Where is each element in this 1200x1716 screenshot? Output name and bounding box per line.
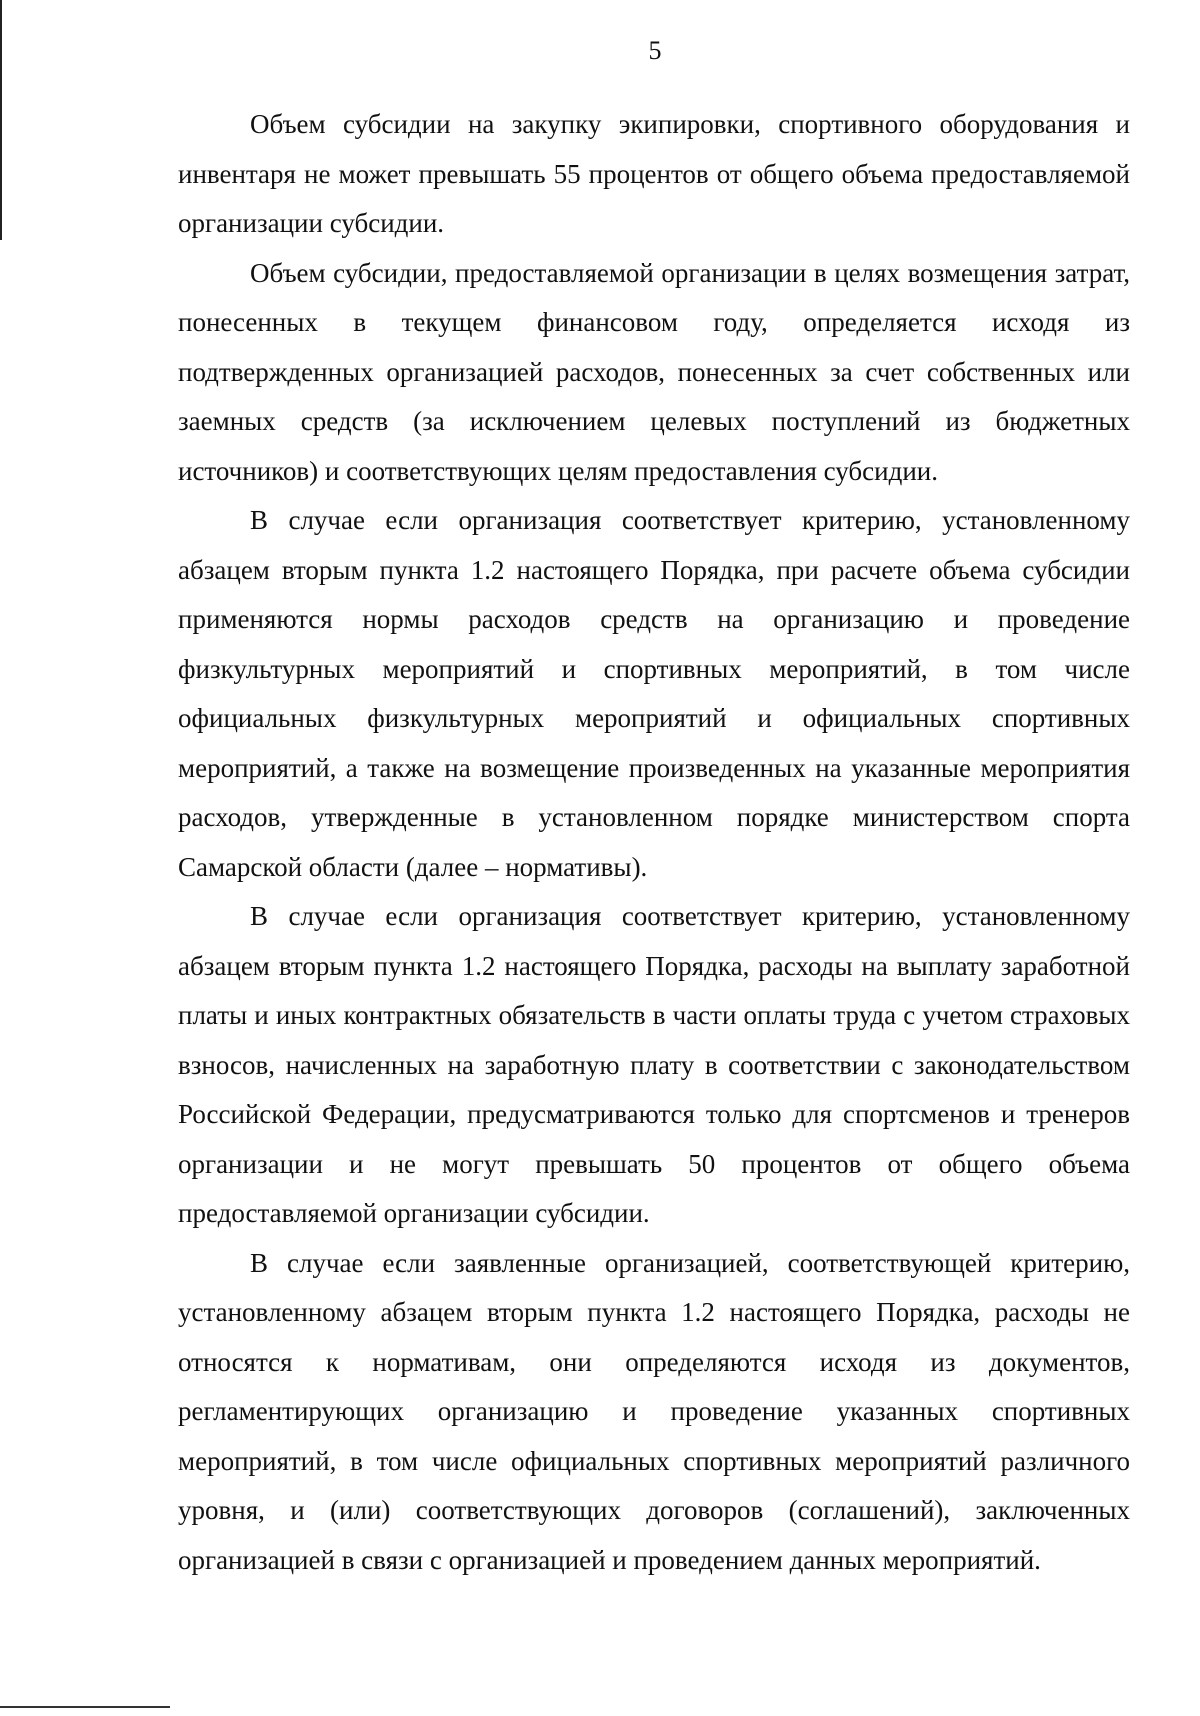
paragraph-expense-norms: В случае если организация соответствует критерию, установленному абзацем вторым пункта 1.2 настоящего Порядка, при расчете объема субсидии применяются нормы расходов средств на организацию и проведение физкультурных мероприятий и спортивных мероприятий, в том числе официальных физкультурных мероприятий и официальных спортивных мероприятий, а также на возмещение произведенных на указанные мероприятия расходов, утвержденные в установленном порядке министерством спорта Самарской области (далее – нормативы). xyxy=(178,505,1130,882)
page-number: 5 xyxy=(648,36,662,65)
paragraph-salary-limit: В случае если организация соответствует критерию, установленному абзацем вторым пункта 1.2 настоящего Порядка, расходы на выплату заработной платы и иных контрактных обязательств в части оплаты труда с учетом страховых взносов, начисленных на заработную плату в соответствии с законодательством Российской Федерации, предусматриваются только для спортсменов и тренеров организации и не могут превышать 50 процентов от общего объема предоставляемой организации субсидии. xyxy=(178,901,1130,1228)
document-body xyxy=(178,100,1130,1585)
paragraph-non-normative-expenses: В случае если заявленные организацией, соответствующей критерию, установленному абзацем вторым пункта 1.2 настоящего Порядка, расходы не относятся к нормативам, они определяются исходя из документов, регламентирующих организацию и проведение указанных спортивных мероприятий, в том числе официальных спортивных мероприятий различного уровня, и (или) соответствующих договоров (соглашений), заключенных организацией в связи с организацией и проведением данных мероприятий. xyxy=(178,1247,1130,1575)
paragraph-subsidy-reimbursement: Объем субсидии, предоставляемой организации в целях возмещения затрат, понесенных в текущем финансовом году, определяется исходя из подтвержденных организацией расходов, понесенных за счет собственных или заемных средств (за исключением целевых поступлений из бюджетных источников) и соответствующих целям предоставления субсидии. xyxy=(178,257,1130,486)
scan-bottom-line xyxy=(0,1706,170,1708)
paragraph-subsidy-equipment-limit: Объем субсидии на закупку экипировки, спортивного оборудования и инвентаря не может превышать 55 процентов от общего объема предоставляемой организации субсидии. xyxy=(178,109,1130,238)
